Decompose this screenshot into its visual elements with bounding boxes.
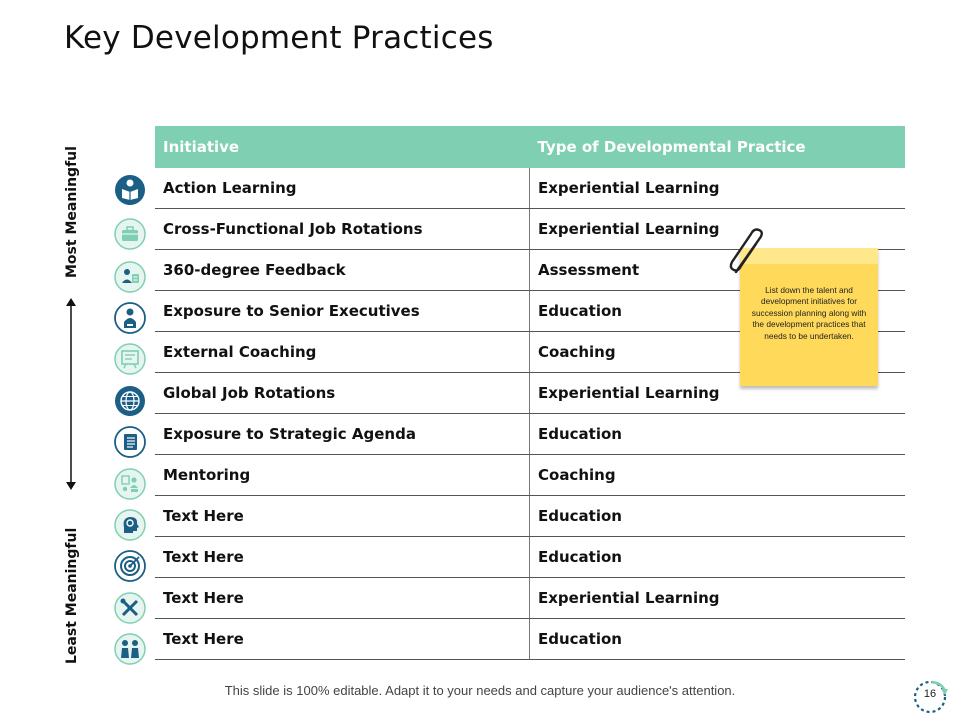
- practice-cell: Assessment: [530, 250, 906, 291]
- practices-table: [155, 126, 905, 660]
- initiative-cell: 360-degree Feedback: [155, 250, 530, 291]
- table-row: [155, 168, 905, 209]
- double-arrow-icon: [62, 298, 80, 490]
- reading-person-icon: [114, 174, 146, 206]
- executive-icon: [114, 302, 146, 334]
- initiative-cell: Action Learning: [155, 168, 530, 209]
- table-header-row: [155, 126, 905, 168]
- table-row: [155, 455, 905, 496]
- practice-cell: Experiential Learning: [530, 168, 906, 209]
- head-gears-icon: [114, 509, 146, 541]
- slide-title: Key Development Practices: [64, 20, 494, 56]
- header-initiative: Initiative: [155, 126, 530, 168]
- table-row: [155, 496, 905, 537]
- initiative-cell: Text Here: [155, 496, 530, 537]
- axis-label-most-meaningful: Most Meaningful: [64, 146, 80, 278]
- table-row: [155, 209, 905, 250]
- initiative-cell: Exposure to Senior Executives: [155, 291, 530, 332]
- globe-icon: [114, 385, 146, 417]
- initiative-cell: External Coaching: [155, 332, 530, 373]
- table-row: [155, 537, 905, 578]
- initiative-cell: Exposure to Strategic Agenda: [155, 414, 530, 455]
- practice-cell: Education: [530, 619, 906, 660]
- practice-cell: Coaching: [530, 455, 906, 496]
- practice-cell: Experiential Learning: [530, 578, 906, 619]
- notebook-icon: [114, 426, 146, 458]
- initiative-cell: Cross-Functional Job Rotations: [155, 209, 530, 250]
- practice-cell: Experiential Learning: [530, 373, 906, 414]
- sticky-note-text: List down the talent and development initiatives for succession planning along with the development practices that needs to be undertaken.: [751, 285, 867, 341]
- paperclip-icon: [726, 228, 770, 278]
- initiative-cell: Global Job Rotations: [155, 373, 530, 414]
- practice-cell: Education: [530, 291, 906, 332]
- page-number-badge: [910, 677, 950, 717]
- practice-cell: Experiential Learning: [530, 209, 906, 250]
- practice-cell: Education: [530, 496, 906, 537]
- team-icon: [114, 633, 146, 665]
- target-icon: [114, 550, 146, 582]
- axis-label-least-meaningful: Least Meaningful: [64, 527, 80, 664]
- initiative-cell: Text Here: [155, 619, 530, 660]
- practice-cell: Coaching: [530, 332, 906, 373]
- table-row: [155, 414, 905, 455]
- table-row: [155, 578, 905, 619]
- initiative-cell: Mentoring: [155, 455, 530, 496]
- table-row: [155, 619, 905, 660]
- header-practice-type: Type of Developmental Practice: [530, 126, 906, 168]
- mentoring-icon: [114, 468, 146, 500]
- footer-note: This slide is 100% editable. Adapt it to your needs and capture your audience's attention.: [224, 683, 736, 698]
- tools-icon: [114, 592, 146, 624]
- feedback-icon: [114, 261, 146, 293]
- initiative-cell: Text Here: [155, 578, 530, 619]
- page-number: 16: [923, 688, 937, 700]
- practice-cell: Education: [530, 414, 906, 455]
- presentation-board-icon: [114, 343, 146, 375]
- briefcase-icon: [114, 218, 146, 250]
- practice-cell: Education: [530, 537, 906, 578]
- initiative-cell: Text Here: [155, 537, 530, 578]
